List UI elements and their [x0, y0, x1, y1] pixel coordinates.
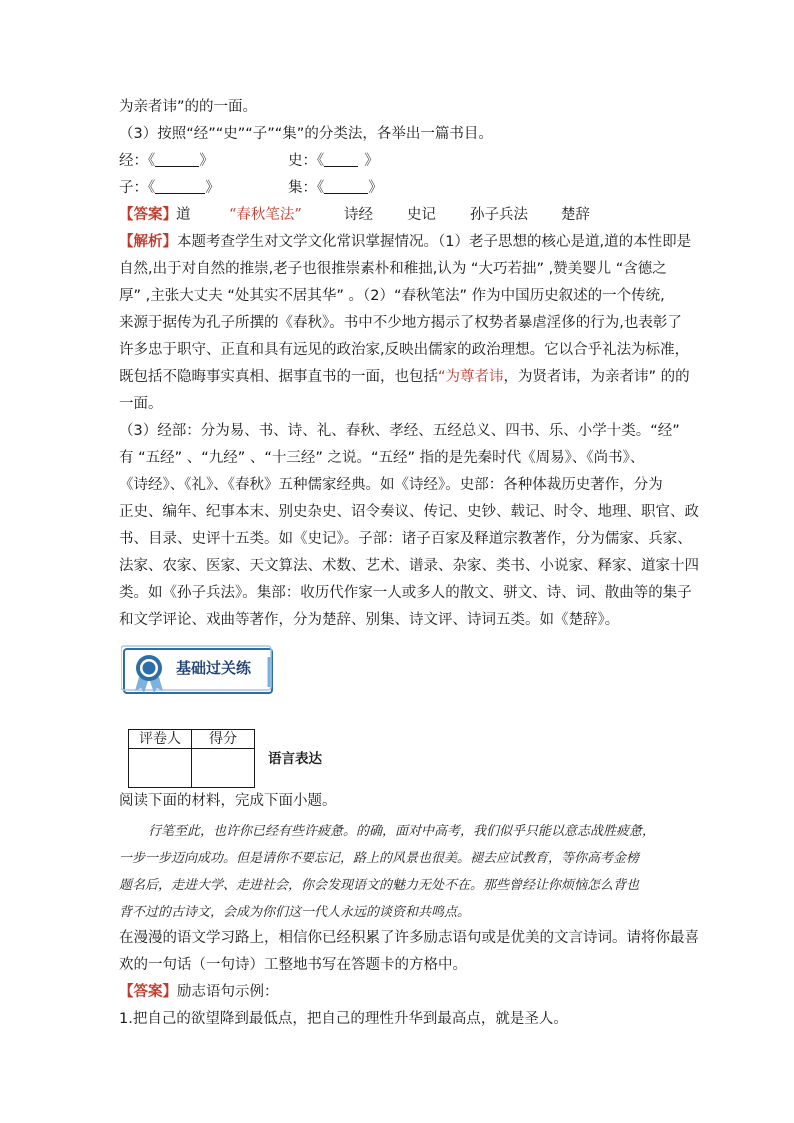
jing-label: 经：《 [119, 153, 156, 169]
answer-blank [155, 152, 199, 167]
analysis-line [119, 232, 692, 252]
analysis-line: 厚” ,主张大丈夫 “处其实不居其华” 。（2）“春秋笔法” 作为中国历史叙述的一个传统, [119, 288, 665, 304]
passage-line: 一步一步迈向成功。但是请你不要忘记，路上的风景也很美。褪去应试教育，等你高考金榜 [119, 851, 640, 866]
answer-tag: 【答案】 [119, 207, 177, 223]
analysis-line: 一面。 [119, 396, 163, 412]
analysis-text: 本题考查学生对文学文化常识掌握情况。（1）老子思想的核心是道,道的本性即是 [177, 234, 692, 250]
analysis-line: 《诗经》、《礼》、《春秋》五种儒家经典。如《诗经》。史部：各种体裁历史著作，分为 [119, 477, 663, 493]
reading-passage [119, 822, 681, 923]
close-mark: 》 [199, 153, 214, 169]
answer-example: 1.把自己的欲望降到最低点，把自己的理性升华到最高点，就是圣人。 [119, 1011, 568, 1027]
analysis-line: 来源于据传为孔子所撰的《春秋》。书中不少地方揭示了权势者暴虐淫侈的行为,也表彰了 [119, 315, 682, 331]
answer-blank [324, 152, 358, 167]
close-mark: 》 [205, 180, 220, 196]
question-prompt: 在漫漫的语文学习路上，相信你已经积累了许多励志语句或是优美的文言诗词。请将你最喜 [119, 930, 699, 946]
analysis-tag: 【解析】 [119, 234, 177, 250]
grader-header: 评卷人 [129, 730, 192, 749]
answer-item: “春秋笔法” [229, 207, 302, 223]
answer-item: 孙子兵法 [470, 207, 528, 223]
blank-zi [119, 178, 220, 198]
question-prompt: 欢的一句话（一句诗）工整地书写在答题卡的方格中。 [119, 957, 467, 973]
analysis-text: ，为贤者讳，为亲者讳” 的的 [503, 369, 690, 385]
analysis-line: 有 “五经” 、“九经” 、“十三经” 之说。“五经” 指的是先秦时代《周易》、《尚书》、 [119, 450, 645, 466]
text-line: 为亲者讳”的的一面。 [119, 99, 258, 115]
score-table [128, 729, 255, 788]
score-cell [192, 749, 255, 788]
blank-ji [288, 178, 383, 198]
analysis-line: 法家、农家、医家、天文算法、术数、艺术、谱录、杂家、类书、小说家、释家、道家十四 [119, 558, 699, 574]
answer-item: 道 [176, 207, 191, 223]
answer-item: 楚辞 [561, 207, 590, 223]
answer-1 [119, 205, 177, 225]
close-mark: 》 [364, 153, 379, 169]
answer-text: 励志语句示例： [177, 984, 279, 1000]
answer-item: 史记 [407, 207, 436, 223]
analysis-line [119, 367, 690, 387]
analysis-line: 许多忠于职守、正直和具有远见的政治家,反映出儒家的政治理想。它以合乎礼法为标准， [119, 342, 690, 358]
passage-line: 行笔至此，也许你已经有些许疲惫。的确，面对中高考，我们似乎只能以意志战胜疲惫， [148, 824, 656, 839]
answer-blank [155, 179, 205, 194]
answer-item: 诗经 [344, 207, 373, 223]
section-title: 语言表达 [268, 751, 322, 767]
ji-label: 集：《 [288, 180, 325, 196]
highlight-text: “为尊者讳 [438, 369, 504, 385]
question-3: （3）按照“经”“史”“子”“集”的分类法，各举出一篇书目。 [119, 126, 493, 142]
zi-label: 子：《 [119, 180, 156, 196]
analysis-line: 和文学评论、戏曲等著作，分为楚辞、别集、诗文评、诗词五类。如《楚辞》。 [119, 612, 620, 628]
analysis-line: （3）经部：分为易、书、诗、礼、春秋、孝经、五经总义、四书、乐、小学十类。“经” [119, 423, 680, 439]
answer-2 [119, 982, 679, 1002]
question-intro: 阅读下面的材料，完成下面小题。 [119, 793, 337, 809]
passage-line: 题名后，走进大学、走进社会，你会发现语文的魅力无处不在。那些曾经让你烦恼怎么背也 [119, 878, 640, 893]
blank-jing [119, 151, 214, 171]
analysis-line: 自然,出于对自然的推崇,老子也很推崇素朴和稚拙,认为 “大巧若拙” ,赞美婴儿 “含德之 [119, 261, 667, 277]
banner-label: 基础过关练 [176, 659, 252, 677]
shi-label: 史：《 [288, 153, 325, 169]
blank-shi [288, 151, 379, 171]
grader-cell [129, 749, 192, 788]
analysis-line: 类。如《孙子兵法》。集部：收历代作家一人或多人的散文、骈文、诗、词、散曲等的集子 [119, 585, 692, 601]
close-mark: 》 [368, 180, 383, 196]
answer-tag: 【答案】 [119, 984, 177, 1000]
analysis-text: 既包括不隐晦事实真相、据事直书的一面，也包括 [119, 369, 438, 385]
passage-line: 背不过的古诗文，会成为你们这一代人永远的谈资和共鸣点。 [119, 905, 471, 920]
analysis-line: 正史、编年、纪事本末、别史杂史、诏令奏议、传记、史钞、载记、时令、地理、职官、政 [119, 504, 699, 520]
answer-blank [324, 179, 368, 194]
score-header: 得分 [192, 730, 255, 749]
analysis-line: 书、目录、史评十五类。如《史记》。子部：诸子百家及释道宗教著作，分为儒家、兵家、 [119, 531, 692, 547]
